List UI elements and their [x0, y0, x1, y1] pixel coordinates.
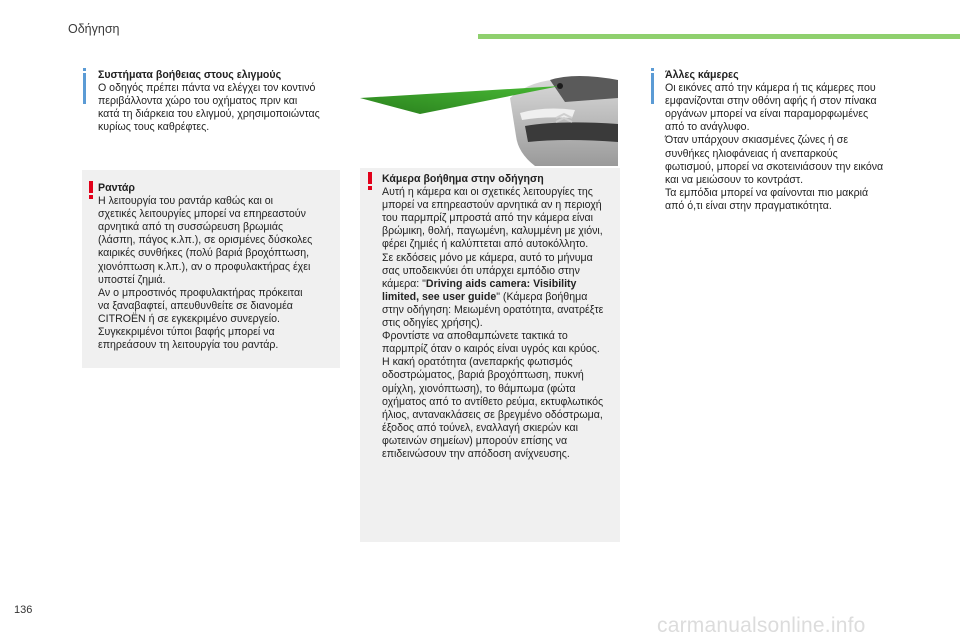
parking-systems-note [98, 69, 320, 134]
note-line: υποστεί ζημιά. [98, 273, 166, 286]
note-line: Ο οδηγός πρέπει πάντα να ελέγχει τον κοντινό [98, 82, 316, 95]
note-line: φωτισμού, μπορεί να σκοτεινιάσουν την εικόνα [665, 160, 884, 173]
note-line: κατά τη διάρκεια του ελιγμού, χρησιμοποιώντας [98, 108, 320, 121]
note-line: σχετικές λειτουργίες μπορεί να επηρεαστούν [98, 208, 306, 221]
note-line: έξοδος από τούνελ, εναλλαγή σκιερών και [382, 421, 579, 434]
note-line: του παρμπρίζ μπροστά από την κάμερα είναι [382, 212, 594, 225]
note-title: Συστήματα βοήθειας στους ελιγμούς [98, 69, 282, 81]
note-line: σας υποδεικνύει ότι υπάρχει εμπόδιο στην [382, 264, 580, 277]
note-line: Αν ο μπροστινός προφυλακτήρας πρόκειται [98, 286, 303, 299]
note-line: επιδεινώσουν την απόδοση ανίχνευσης. [382, 447, 570, 460]
car-front-camera-illustration [360, 58, 620, 168]
note-line: ήλιος, αντανακλάσεις σε βρεγμένο οδόστρωμα, [382, 408, 603, 421]
note-line: κυρίως τους καθρέφτες. [98, 121, 210, 134]
note-line: οχήματος από το αντίθετο ρεύμα, εκτυφλωτικός [382, 395, 604, 408]
note-title: Ραντάρ [98, 182, 135, 194]
note-line: οδοστρώματος, βαριά βροχόπτωση, πυκνή [382, 369, 584, 382]
note-line: στην οδήγηση: Μειωμένη ορατότητα, ανατρέξτε [382, 303, 604, 316]
warning-icon [89, 181, 94, 204]
watermark: carmanualsonline.info [657, 614, 866, 637]
note-line: βρώμικη, θολή, παγωμένη, καλυμμένη με χιόνι, [382, 225, 603, 238]
note-line: περιβάλλοντα χώρο του οχήματος πριν και [98, 95, 298, 108]
note-line: παρμπρίζ όταν ο καιρός είναι υγρός και κρύος. [382, 343, 600, 356]
note-line: Οι εικόνες από την κάμερα ή τις κάμερες που [665, 82, 876, 95]
section-accent-bar [478, 34, 960, 39]
note-line: ομίχλη, χιονόπτωση), το θάμπωμα (φώτα [382, 382, 576, 395]
note-line: καιρικές συνθήκες (πολύ βαριά βροχόπτωση, [98, 247, 310, 260]
note-line: χιονόπτωση κ.λπ.), αν ο προφυλακτήρας έχει [98, 260, 311, 273]
note-line: από ό,τι είναι στην πραγματικότητα. [665, 199, 832, 212]
note-line: Αυτή η κάμερα και οι σχετικές λειτουργίες της [382, 186, 593, 199]
note-line: Η κακή ορατότητα (ανεπαρκής φωτισμός [382, 356, 573, 369]
note-line: και να μειώσουν το κοντράστ. [665, 173, 804, 186]
note-line: Τα εμπόδια μπορεί να φαίνονται πιο μακριά [665, 186, 869, 199]
note-line: CITROËN ή σε εγκεκριμένο συνεργείο. [98, 312, 280, 325]
note-line: φέρει ζημιές ή καλύπτεται από αυτοκόλλητο. [382, 238, 589, 251]
section-title: Οδήγηση [68, 22, 120, 36]
warning-icon [368, 172, 373, 195]
other-cameras-note [665, 69, 883, 213]
message-prefix: κάμερα: " [382, 277, 426, 290]
note-line: από το ανάγλυφο. [665, 121, 750, 134]
message-suffix: " (Κάμερα βοήθημα [496, 290, 588, 303]
note-line: συνθήκες ηλιοφάνειας ή ανεπαρκούς [665, 147, 838, 160]
note-line: Συγκεκριμένοι τύποι βαφής μπορεί να [98, 326, 275, 339]
note-title: Άλλες κάμερες [665, 69, 739, 81]
message-text: Driving aids camera: Visibility [425, 277, 577, 290]
note-line: μπορεί να επηρεαστούν αρνητικά αν η περιοχή [382, 199, 602, 212]
note-line: οργάνων μπορεί να είναι παραμορφωμένες [665, 108, 869, 121]
note-line: (λάσπη, πάγος κ.λπ.), σε ορισμένες δύσκολες [98, 234, 313, 247]
note-line: επηρεάσουν τη λειτουργία του ραντάρ. [98, 339, 279, 352]
note-line: Όταν υπάρχουν σκιασμένες ζώνες ή σε [665, 134, 849, 147]
info-icon [651, 68, 662, 109]
info-icon [83, 68, 94, 109]
radar-note [98, 182, 312, 352]
message-text: limited, see user guide [382, 290, 497, 303]
note-line: Φροντίστε να αποθαμπώνετε τακτικά το [382, 330, 568, 343]
note-line: Η λειτουργία του ραντάρ καθώς και οι [98, 195, 274, 208]
page-number: 136 [14, 604, 33, 616]
note-line: εμφανίζονται στην οθόνη αφής ή στον πίνακα [665, 95, 877, 108]
note-title: Κάμερα βοήθημα στην οδήγηση [382, 173, 544, 185]
note-line: φωτεινών σημείων) μπορούν επίσης να [382, 434, 568, 447]
note-line: να ξαναβαφτεί, απευθυνθείτε σε διανομέα [98, 299, 293, 312]
note-line: Σε εκδόσεις μόνο με κάμερα, αυτό το μήνυμα [382, 251, 593, 264]
message-reference-line [382, 278, 603, 291]
note-line: στις οδηγίες χρήσης). [382, 317, 483, 330]
message-reference-line [382, 291, 603, 304]
camera-note [382, 173, 603, 461]
note-line: αρνητικά από τη συσσώρευση βρωμιάς [98, 221, 284, 234]
